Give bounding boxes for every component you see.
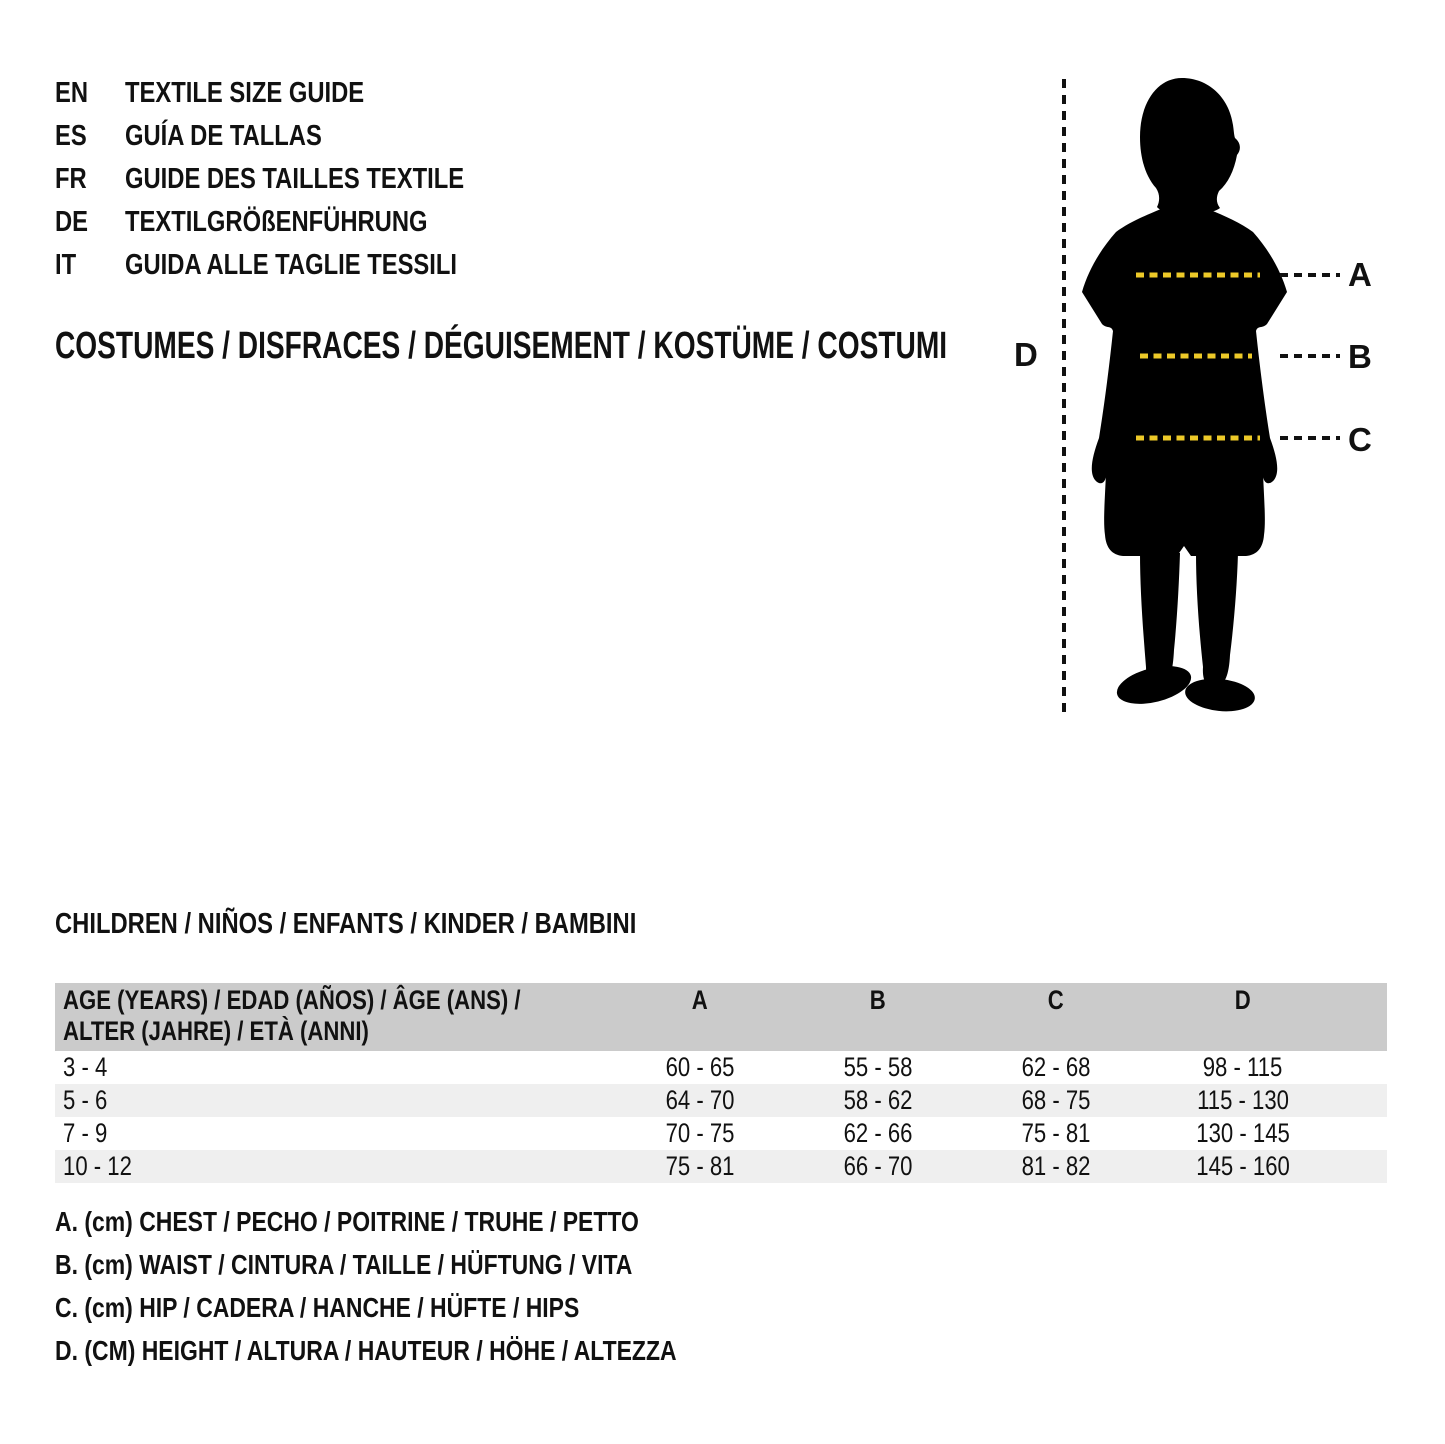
- children-size-table: [55, 983, 1387, 1183]
- column-header-d: D: [1235, 985, 1251, 1015]
- hip-cell: 62 - 68: [1021, 1052, 1091, 1082]
- table-row: [55, 1150, 1387, 1183]
- height-cell: 98 - 115: [1203, 1052, 1283, 1082]
- height-label: D: [1014, 336, 1038, 373]
- table-row: [55, 1117, 1387, 1150]
- legend-waist: B. (cm) WAIST / CINTURA / TAILLE / HÜFTUNG / VITA: [55, 1249, 633, 1280]
- column-header-b: B: [870, 985, 886, 1015]
- child-silhouette: [1082, 78, 1287, 715]
- chest-cell: 64 - 70: [665, 1085, 735, 1115]
- hip-connector-dotted-line: [1280, 436, 1340, 440]
- age-cell: 3 - 4: [63, 1052, 108, 1082]
- language-row-en: [55, 72, 539, 115]
- hip-cell: 81 - 82: [1021, 1151, 1091, 1181]
- language-code: DE: [55, 206, 89, 238]
- table-row: [55, 1084, 1387, 1117]
- language-title: GUIDA ALLE TAGLIE TESSILI: [125, 249, 458, 281]
- waist-connector-dotted-line: [1280, 354, 1340, 358]
- language-title: GUÍA DE TALLAS: [125, 120, 322, 152]
- chest-cell: 60 - 65: [665, 1052, 735, 1082]
- table-row: [55, 1051, 1387, 1084]
- table-header-row: [55, 983, 1387, 1051]
- children-section-title: CHILDREN / NIÑOS / ENFANTS / KINDER / BAMBINI: [55, 908, 637, 940]
- language-title: TEXTILE SIZE GUIDE: [125, 77, 365, 109]
- height-cell: 130 - 145: [1196, 1118, 1290, 1148]
- chest-label: A: [1348, 256, 1372, 293]
- height-measure-dotted-line: [1062, 79, 1066, 717]
- waist-cell: 62 - 66: [843, 1118, 913, 1148]
- language-code: FR: [55, 163, 87, 195]
- waist-cell: 66 - 70: [843, 1151, 913, 1181]
- column-header-c: C: [1048, 985, 1064, 1015]
- language-title: GUIDE DES TAILLES TEXTILE: [125, 163, 465, 195]
- language-code: EN: [55, 77, 89, 109]
- language-title: TEXTILGRÖßENFÜHRUNG: [125, 206, 428, 238]
- height-cell: 115 - 130: [1197, 1085, 1289, 1115]
- hip-cell: 75 - 81: [1021, 1118, 1091, 1148]
- legend-hip: C. (cm) HIP / CADERA / HANCHE / HÜFTE / HIPS: [55, 1292, 580, 1323]
- waist-cell: 55 - 58: [843, 1052, 913, 1082]
- age-cell: 10 - 12: [63, 1151, 132, 1181]
- language-row-it: [55, 244, 539, 287]
- chest-connector-dotted-line: [1280, 273, 1340, 277]
- age-cell: 5 - 6: [63, 1085, 108, 1115]
- language-row-fr: [55, 158, 539, 201]
- category-title: COSTUMES / DISFRACES / DÉGUISEMENT / KOSTÜME / COSTUMI: [55, 325, 948, 367]
- age-header-cell: AGE (YEARS) / EDAD (AÑOS) / ÂGE (ANS) / ALTER (JAHRE) / ETÀ (ANNI): [63, 985, 521, 1046]
- chest-cell: 75 - 81: [665, 1151, 735, 1181]
- child-silhouette-figure: [1080, 75, 1300, 720]
- column-header-a: A: [692, 985, 708, 1015]
- age-cell: 7 - 9: [63, 1118, 108, 1148]
- hip-cell: 68 - 75: [1021, 1085, 1091, 1115]
- chest-cell: 70 - 75: [665, 1118, 735, 1148]
- waist-cell: 58 - 62: [843, 1085, 913, 1115]
- language-row-es: [55, 115, 539, 158]
- language-code: ES: [55, 120, 87, 152]
- hip-label: C: [1348, 421, 1372, 458]
- language-code: IT: [55, 249, 77, 281]
- measurement-legend: [55, 1200, 813, 1372]
- waist-label: B: [1348, 338, 1372, 375]
- language-title-list: [55, 72, 539, 287]
- legend-height: D. (CM) HEIGHT / ALTURA / HAUTEUR / HÖHE / ALTEZZA: [55, 1335, 677, 1366]
- height-cell: 145 - 160: [1196, 1151, 1290, 1181]
- legend-chest: A. (cm) CHEST / PECHO / POITRINE / TRUHE / PETTO: [55, 1206, 639, 1237]
- language-row-de: [55, 201, 539, 244]
